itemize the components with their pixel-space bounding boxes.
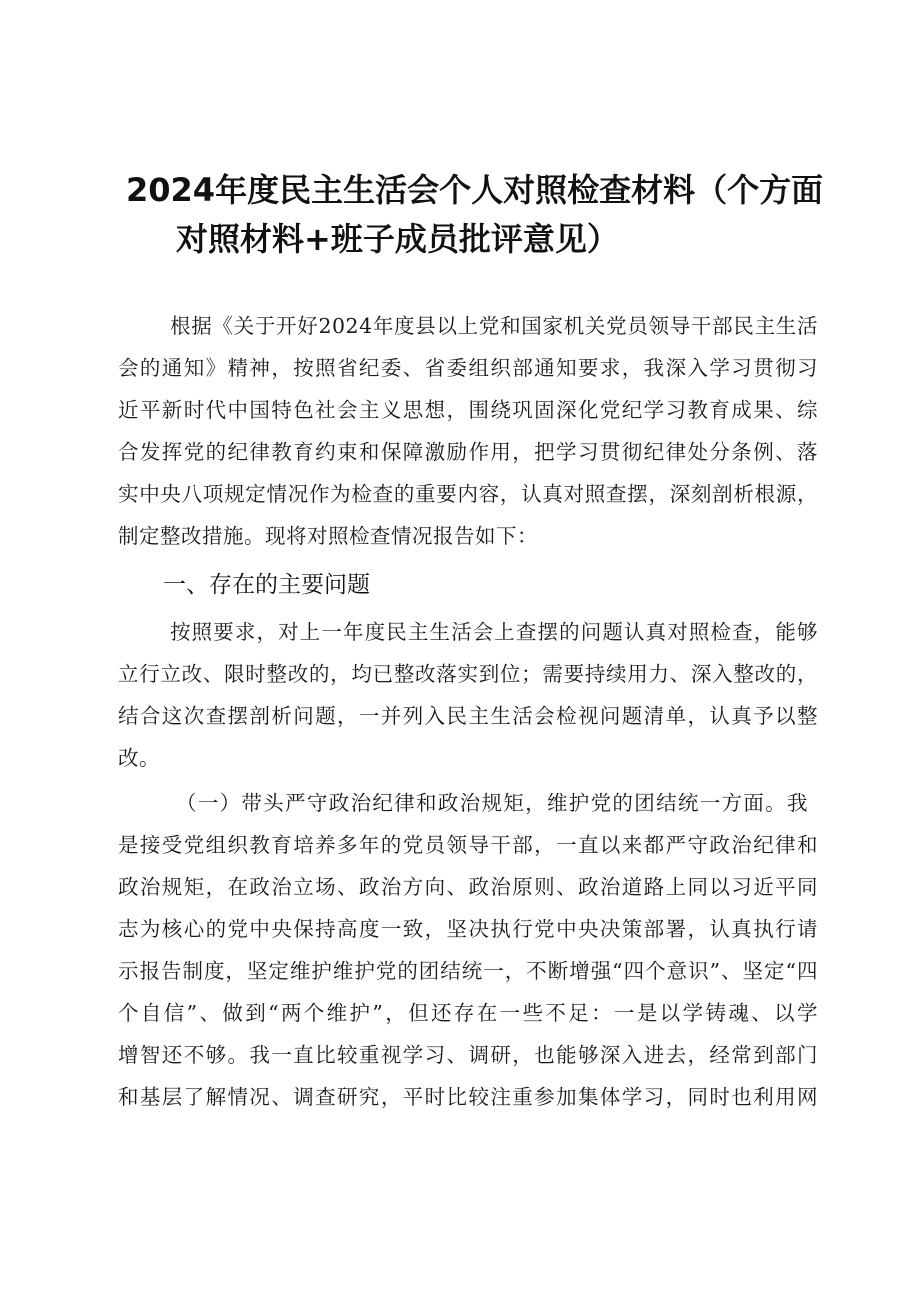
section1-para2-line-7: 增智还不够。我一直比较重视学习、调研，也能够深入进去，经常到部门	[118, 1043, 818, 1067]
section-heading-1: 一、存在的主要问题	[163, 572, 370, 598]
section1-para2-line-5: 示报告制度，坚定维护维护党的团结统一，不断增强“四个意识”、坚定“四	[118, 959, 818, 983]
section1-para1-line-1: 按照要求，对上一年度民主生活会上查摆的问题认真对照检查，能够	[170, 620, 818, 644]
section1-para1-line-4: 改。	[118, 746, 160, 770]
section1-para2-line-8: 和基层了解情况、调查研究，平时比较注重参加集体学习，同时也利用网	[118, 1085, 818, 1109]
document-title-line-1: 2024年度民主生活会个人对照检查材料（个方面	[126, 171, 824, 209]
section1-para2-line-1: （一）带头严守政治纪律和政治规矩，维护党的团结统一方面。我	[176, 791, 808, 815]
document-title-line-2: 对照材料+班子成员批评意见）	[176, 220, 619, 258]
intro-line-1: 根据《关于开好2024年度县以上党和国家机关党员领导干部民主生活	[170, 314, 818, 338]
section1-para1-line-2: 立行立改、限时整改的，均已整改落实到位；需要持续用力、深入整改的，	[118, 662, 818, 686]
section1-para2-line-6: 个自信”、做到“两个维护”，但还存在一些不足：一是以学铸魂、以学	[118, 1001, 818, 1025]
intro-line-3: 近平新时代中国特色社会主义思想，围绕巩固深化党纪学习教育成果、综	[118, 398, 818, 422]
intro-line-4: 合发挥党的纪律教育约束和保障激励作用，把学习贯彻纪律处分条例、落	[118, 440, 818, 464]
intro-line-5: 实中央八项规定情况作为检查的重要内容，认真对照查摆，深刻剖析根源，	[118, 482, 818, 506]
section1-para1-line-3: 结合这次查摆剖析问题，一并列入民主生活会检视问题清单，认真予以整	[118, 704, 818, 728]
intro-line-2: 会的通知》精神，按照省纪委、省委组织部通知要求，我深入学习贯彻习	[118, 356, 818, 380]
intro-line-6: 制定整改措施。现将对照检查情况报告如下：	[118, 524, 538, 548]
section1-para2-line-3: 政治规矩，在政治立场、政治方向、政治原则、政治道路上同以习近平同	[118, 875, 818, 899]
section1-para2-line-4: 志为核心的党中央保持高度一致，坚决执行党中央决策部署，认真执行请	[118, 917, 818, 941]
section1-para2-line-2: 是接受党组织教育培养多年的党员领导干部，一直以来都严守政治纪律和	[118, 833, 818, 857]
